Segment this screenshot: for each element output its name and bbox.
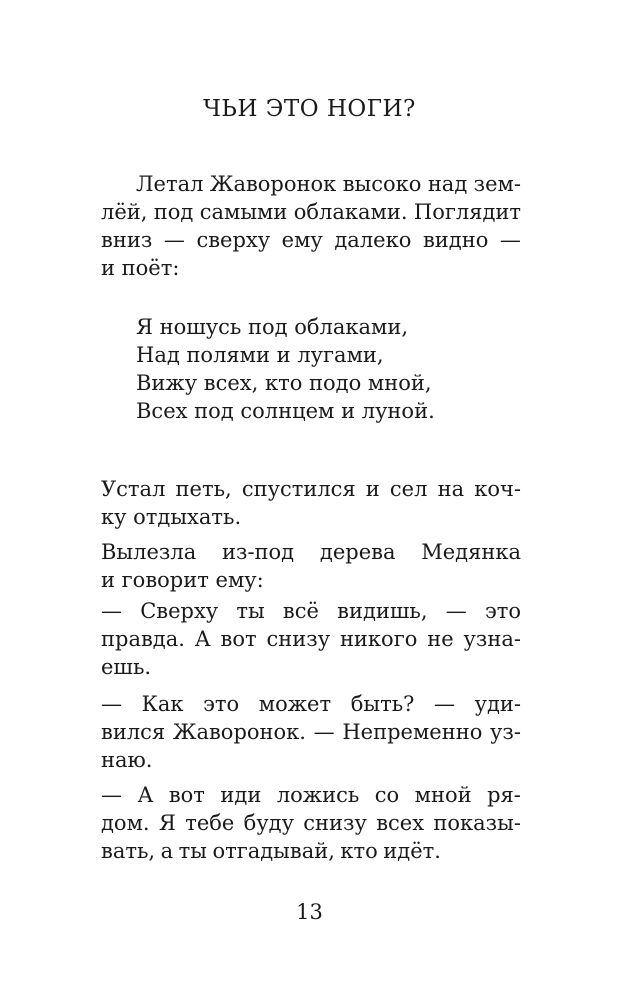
- text-line: [101, 625, 521, 653]
- word: высоко: [342, 172, 422, 196]
- word: ему: [281, 228, 323, 252]
- word: Медянка: [421, 540, 521, 564]
- word: Устал: [101, 477, 166, 501]
- word: буду: [243, 811, 294, 835]
- word: —: [445, 599, 467, 623]
- word: снизу: [303, 811, 367, 835]
- word: со: [374, 783, 400, 807]
- word: ты: [178, 839, 207, 863]
- text-line: [136, 170, 521, 198]
- text-line: [101, 690, 521, 718]
- word: а: [160, 839, 174, 863]
- word: видно: [422, 228, 489, 252]
- word: далеко: [334, 228, 412, 252]
- verse-line: Вижу всех, кто подо мной,: [136, 371, 432, 395]
- word: дерева: [319, 540, 396, 564]
- word: Жаворонок.: [172, 720, 306, 744]
- text-line: [101, 198, 521, 226]
- word: —: [163, 228, 185, 252]
- word: вился: [101, 720, 166, 744]
- word: над: [427, 172, 468, 196]
- word: иди: [220, 783, 262, 807]
- word: Поглядит: [413, 200, 521, 224]
- word: правда.: [101, 627, 185, 651]
- word: Сверху: [140, 599, 219, 623]
- word: вниз: [101, 228, 153, 252]
- word: под: [153, 200, 194, 224]
- text-line: и поёт:: [101, 256, 180, 280]
- word: вать,: [101, 839, 156, 863]
- word: мной: [414, 783, 472, 807]
- word: коч-: [474, 477, 521, 501]
- word: Жаворонок: [209, 172, 337, 196]
- word: быть?: [350, 692, 415, 716]
- word: Летал: [136, 172, 204, 196]
- word: не: [427, 627, 454, 651]
- text-line: [101, 538, 521, 566]
- word: —: [101, 783, 122, 807]
- word: самыми: [199, 200, 288, 224]
- word: —: [499, 228, 521, 252]
- verse-line: Над полями и лугами,: [136, 343, 384, 367]
- text-line: [101, 809, 521, 837]
- word: А: [194, 627, 211, 651]
- word: лёй,: [101, 200, 148, 224]
- word: А: [137, 783, 154, 807]
- word: ря-: [487, 783, 521, 807]
- text-line: [101, 837, 441, 865]
- text-line: [101, 718, 521, 746]
- word: узна-: [463, 627, 521, 651]
- text-line: [101, 475, 521, 503]
- word: —: [313, 720, 335, 744]
- text-line: наю.: [101, 748, 153, 772]
- word: идёт.: [383, 839, 441, 863]
- text-line: [101, 597, 521, 625]
- word: показы-: [433, 811, 521, 835]
- page-number: 13: [296, 900, 323, 924]
- word: Как: [141, 692, 184, 716]
- word: Вылезла: [101, 540, 197, 564]
- word: уди-: [474, 692, 521, 716]
- word: видишь,: [337, 599, 428, 623]
- word: тебе: [185, 811, 235, 835]
- word: —: [101, 692, 122, 716]
- word: снизу: [266, 627, 331, 651]
- word: облаками.: [293, 200, 408, 224]
- word: это: [484, 599, 521, 623]
- text-line: ешь.: [101, 655, 152, 679]
- word: уз-: [490, 720, 521, 744]
- word: вот: [220, 627, 257, 651]
- word: спустился: [241, 477, 356, 501]
- word: из-под: [222, 540, 295, 564]
- word: отгадывай,: [212, 839, 335, 863]
- word: вот: [168, 783, 205, 807]
- verse-line: Всех под солнцем и луной.: [136, 399, 435, 423]
- word: Непременно: [342, 720, 483, 744]
- word: зем-: [473, 172, 521, 196]
- word: может: [258, 692, 332, 716]
- word: петь,: [175, 477, 232, 501]
- word: никого: [339, 627, 418, 651]
- word: —: [101, 599, 122, 623]
- word: всех: [376, 811, 425, 835]
- word: на: [437, 477, 465, 501]
- text-line: [101, 781, 521, 809]
- word: всё: [282, 599, 319, 623]
- word: это: [203, 692, 240, 716]
- text-line: и говорит ему:: [101, 568, 264, 592]
- text-line: [101, 226, 521, 254]
- word: дом.: [101, 811, 150, 835]
- word: ты: [236, 599, 265, 623]
- word: сел: [389, 477, 428, 501]
- word: —: [434, 692, 455, 716]
- word: кто: [340, 839, 378, 863]
- word: Я: [158, 811, 176, 835]
- verse-line: Я ношусь под облаками,: [136, 315, 409, 339]
- word: и: [365, 477, 380, 501]
- word: сверху: [196, 228, 271, 252]
- page-title: ЧЬИ ЭТО НОГИ?: [203, 96, 416, 122]
- word: ложись: [276, 783, 360, 807]
- text-line: ку отдыхать.: [101, 505, 242, 529]
